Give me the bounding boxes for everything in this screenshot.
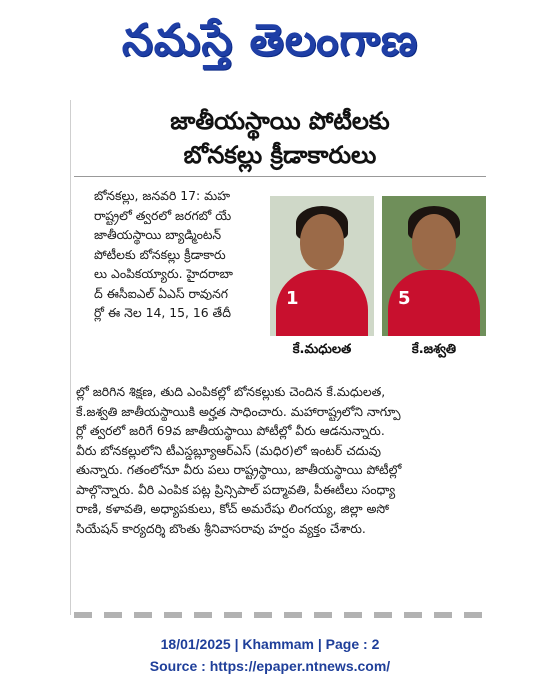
column-line: పోటీలకు బోనకల్లు క్రీడాకారు bbox=[94, 246, 226, 262]
headline-divider bbox=[74, 176, 486, 177]
headline-line-1: జాతీయస్థాయి పోటీలకు bbox=[170, 106, 390, 135]
body-line: కే.జశ్వతి జాతీయస్థాయికి అర్హత సాధించారు. మహారాష్ట్రలోని నాగ్పూ bbox=[76, 403, 401, 419]
headline-line-2: బోనకల్లు క్రీడాకారులు bbox=[183, 140, 377, 169]
jersey-number: 5 bbox=[398, 288, 411, 309]
clipped-next-headline bbox=[74, 612, 486, 618]
body-line: ర్లో త్వరలో జరిగే 69వ జాతీయస్థాయి పోటీల్లో వీరు ఆడనున్నారు. bbox=[76, 423, 385, 438]
body-line: వీరు బోనకల్లులోని టీఎస్డబ్ల్యూఆర్ఎస్ (మధిర)లో ఇంటర్ చదువు bbox=[76, 442, 382, 458]
column-line: ద్ ఈసీఐఎల్ ఏఎస్ రావునగ bbox=[94, 285, 229, 301]
newspaper-masthead: నమస్తే తెలంగాణ bbox=[121, 15, 419, 66]
footer-date-edition: 18/01/2025 | Khammam | Page : 2 bbox=[160, 636, 380, 652]
column-line: లు ఎంపికయ్యారు. హైదరాబా bbox=[94, 266, 233, 281]
jersey-number: 1 bbox=[286, 288, 299, 309]
column-line: బోనకల్లు, జనవరి 17: మహ bbox=[94, 188, 231, 203]
body-line: తున్నారు. గతంలోనూ వీరు పలు రాష్ట్రస్థాయి, జాతీయస్థాయి పోటీల్లో bbox=[76, 462, 402, 477]
column-line: జాతీయస్థాయి బ్యాడ్మింటన్ bbox=[94, 227, 222, 242]
article-headline bbox=[74, 104, 486, 172]
face-shape bbox=[412, 214, 456, 270]
body-line: ల్లో జరిగిన శిక్షణ, తుది ఎంపికల్లో బోనకల్లుకు చెందిన కే.మధులత, bbox=[76, 384, 386, 399]
body-line: రాణి, కళావతి, అధ్యాపకులు, కోచ్ అమరేషు లింగయ్య, జిల్లా అసో bbox=[76, 501, 390, 516]
face-shape bbox=[300, 214, 344, 270]
column-line: రాష్ట్రలో త్వరలో జరగబో యే bbox=[94, 207, 232, 223]
body-line: సియేషన్ కార్యదర్శి బొంతు శ్రీనివాసరావు హర్షం వ్యక్తం చేశారు. bbox=[76, 520, 366, 536]
photo-caption-jashwathi: కే.జశ్వతి bbox=[411, 342, 457, 357]
column-line: ర్లో ఈ నెల 14, 15, 16 తేదీ bbox=[94, 305, 231, 320]
article-column-text bbox=[94, 186, 270, 323]
article-body-text bbox=[76, 382, 484, 538]
footer-source: Source : https://epaper.ntnews.com/ bbox=[149, 658, 391, 674]
athlete-photo-jashwathi bbox=[382, 196, 486, 336]
body-line: పాల్గొన్నారు. వీరి ఎంపిక పట్ల ప్రిన్సిపాల్ పద్మావతి, పీఈటీలు సంధ్యా bbox=[76, 481, 396, 497]
athlete-photo-madhulatha bbox=[270, 196, 374, 336]
photo-caption-madhulatha: కే.మధులత bbox=[292, 342, 352, 357]
